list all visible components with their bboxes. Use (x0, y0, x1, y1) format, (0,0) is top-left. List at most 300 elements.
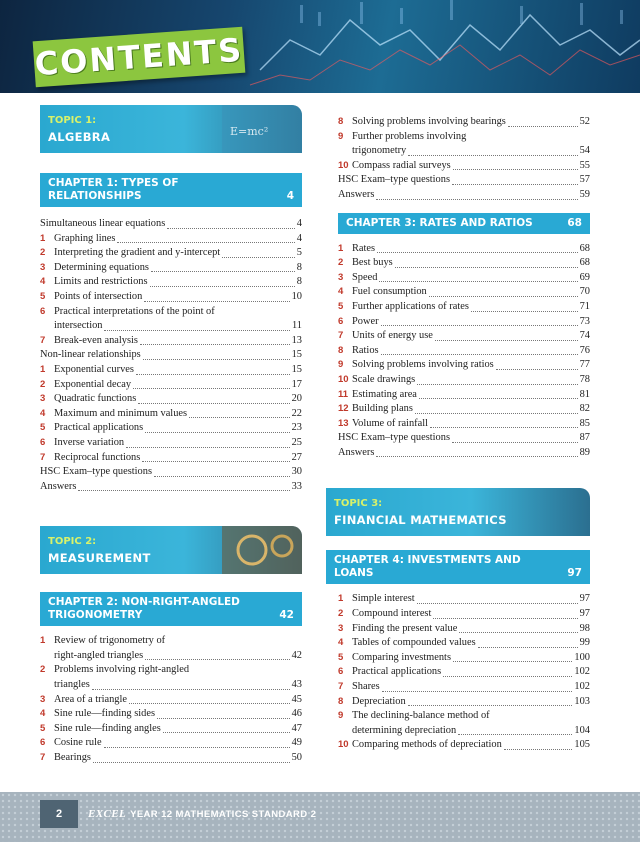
dot-leader (154, 476, 290, 477)
toc-entry[interactable] (40, 663, 302, 692)
entry-text: Simple interest (352, 593, 415, 605)
entry-page: 97 (579, 608, 590, 620)
toc-entry[interactable] (40, 480, 302, 495)
entry-page: 70 (579, 286, 590, 298)
dot-leader (433, 618, 577, 619)
entry-text: HSC Exam–type questions (338, 432, 450, 444)
topic-label: TOPIC 1: (48, 115, 97, 126)
entry-text: Simultaneous linear equations (40, 218, 166, 229)
toc-entry[interactable] (338, 256, 590, 271)
chapter-page: 97 (567, 567, 582, 580)
entry-page: 30 (291, 466, 302, 478)
entry-text: Volume of rainfall (352, 417, 428, 429)
toc-entry[interactable] (40, 275, 302, 290)
toc-entry[interactable] (338, 344, 590, 359)
toc-entry[interactable] (40, 217, 302, 232)
left-column (40, 105, 302, 766)
dot-leader (376, 199, 577, 200)
topic-label: TOPIC 3: (334, 498, 383, 510)
entry-text: Quadratic functions (54, 393, 137, 405)
entry-page: 68 (579, 257, 590, 269)
entry-number: 4 (40, 708, 46, 720)
chapter-title: CHAPTER 3: RATES AND RATIOS (346, 216, 533, 229)
dot-leader (143, 359, 290, 360)
entry-number: 4 (338, 637, 344, 649)
entry-text: Compass radial surveys (352, 159, 451, 171)
dot-leader (379, 281, 577, 282)
entry-text: Fuel consumption (352, 286, 427, 298)
entry-number: 1 (338, 242, 344, 254)
entry-text: Interpreting the gradient and y-intercept (54, 247, 221, 259)
entry-page: 98 (579, 622, 590, 634)
dot-leader (417, 384, 577, 385)
dot-leader (133, 388, 290, 389)
chapter-4-list (338, 592, 590, 753)
chapter-4-header[interactable] (326, 550, 590, 584)
entry-number: 7 (338, 330, 344, 342)
entry-number: 5 (338, 651, 344, 663)
toc-entry[interactable] (338, 651, 590, 666)
entry-number: 10 (338, 739, 349, 751)
chapter-title-line1: CHAPTER 1: TYPES OF (48, 177, 179, 189)
entry-page: 27 (291, 451, 302, 463)
entry-page: 22 (291, 407, 302, 419)
entry-number: 6 (338, 666, 344, 678)
dot-leader (429, 296, 578, 297)
entry-page: 76 (579, 344, 590, 356)
dot-leader (129, 703, 290, 704)
entry-number: 3 (40, 693, 46, 705)
dot-leader (453, 661, 572, 662)
dot-leader (381, 325, 578, 326)
entry-page: 78 (579, 373, 590, 385)
toc-entry[interactable] (338, 188, 590, 203)
entry-page: 74 (579, 330, 590, 342)
entry-text: Solving problems involving bearings (352, 116, 506, 127)
toc-entry[interactable] (338, 695, 590, 710)
entry-page: 54 (579, 145, 590, 157)
dot-leader (140, 344, 290, 345)
toc-entry[interactable] (40, 246, 302, 261)
entry-text: Sine rule—finding sides (54, 708, 156, 720)
entry-text: Finding the present value (352, 622, 458, 634)
entry-number: 8 (338, 116, 344, 127)
toc-entry[interactable] (338, 173, 590, 188)
entry-number: 9 (338, 359, 344, 371)
entry-text: determining depreciation (352, 724, 457, 736)
toc-entry[interactable] (40, 392, 302, 407)
topic-name: FINANCIAL MATHEMATICS (334, 513, 507, 528)
entry-number: 12 (338, 403, 349, 415)
dot-leader (78, 490, 289, 491)
page-number: 2 (40, 800, 78, 828)
entry-page: 102 (574, 681, 590, 693)
topic-name: ALGEBRA (48, 130, 111, 144)
entry-number: 2 (338, 608, 344, 620)
toc-entry[interactable] (40, 407, 302, 422)
entry-text: Practical interpretations of the point of (54, 305, 215, 317)
toc-entry[interactable] (338, 242, 590, 257)
toc-entry[interactable] (40, 421, 302, 436)
toc-entry[interactable] (40, 261, 302, 276)
entry-number: 2 (40, 247, 46, 259)
entry-number: 8 (338, 695, 344, 707)
entry-text: Practical applications (54, 422, 144, 434)
toc-entry[interactable] (338, 607, 590, 622)
entry-text: triangles (54, 679, 90, 691)
dot-leader (408, 705, 573, 706)
entry-page: 11 (291, 320, 302, 332)
entry-page: 10 (291, 290, 302, 302)
entry-page: 71 (579, 300, 590, 312)
entry-page: 43 (291, 679, 302, 691)
entry-number: 7 (40, 752, 46, 764)
entry-number: 9 (338, 130, 344, 142)
toc-entry[interactable] (338, 358, 590, 373)
chapter-title-line1: CHAPTER 2: NON-RIGHT-ANGLED (48, 596, 240, 609)
entry-page: 17 (291, 378, 302, 390)
entry-page: 59 (579, 188, 590, 200)
toc-entry[interactable] (338, 315, 590, 330)
entry-page: 82 (579, 403, 590, 415)
dot-leader (430, 427, 578, 428)
entry-text: Depreciation (352, 695, 406, 707)
topic-3-header (326, 488, 590, 536)
toc-entry[interactable] (338, 592, 590, 607)
dot-leader (151, 271, 295, 272)
entry-page: 52 (579, 116, 590, 127)
entry-text: Cosine rule (54, 737, 102, 749)
entry-number: 5 (338, 300, 344, 312)
entry-number: 4 (40, 407, 46, 419)
dot-leader (382, 691, 573, 692)
entry-text: Comparing methods of depreciation (352, 739, 502, 751)
dot-leader (157, 718, 290, 719)
entry-page: 81 (579, 388, 590, 400)
dot-leader (93, 762, 290, 763)
entry-text: HSC Exam–type questions (40, 466, 152, 478)
entry-page: 4 (296, 232, 302, 244)
entry-text: Further applications of rates (352, 300, 469, 312)
entry-text: Exponential decay (54, 378, 132, 390)
entry-text: Problems involving right-angled (54, 664, 190, 676)
dot-leader (189, 417, 290, 418)
entry-text: Non-linear relationships (40, 349, 141, 361)
toc-entry[interactable] (40, 305, 302, 334)
entry-text: Tables of compounded values (352, 637, 476, 649)
entry-page: 42 (291, 649, 302, 661)
toc-entry[interactable] (338, 373, 590, 388)
entry-text: Practical applications (352, 666, 442, 678)
dot-leader (104, 330, 290, 331)
entry-page: 103 (574, 695, 590, 707)
dot-leader (142, 461, 289, 462)
chapter-3-list (338, 242, 590, 461)
entry-number: 7 (40, 334, 46, 346)
entry-text: Speed (352, 271, 378, 283)
entry-number: 3 (338, 271, 344, 283)
entry-text: Compound interest (352, 608, 432, 620)
entry-text: Limits and restrictions (54, 276, 148, 288)
dot-leader (458, 734, 572, 735)
entry-page: 105 (574, 739, 590, 751)
entry-text: Power (352, 315, 379, 327)
dot-leader (376, 456, 577, 457)
toc-entry[interactable] (40, 693, 302, 708)
toc-entry[interactable] (40, 451, 302, 466)
toc-entry[interactable] (40, 722, 302, 737)
dot-leader (496, 369, 578, 370)
toc-entry[interactable] (338, 388, 590, 403)
dot-leader (508, 126, 578, 127)
toc-entry[interactable] (40, 634, 302, 663)
entry-text: Answers (338, 446, 375, 458)
dot-leader (222, 257, 295, 258)
entry-page: 5 (296, 247, 302, 259)
chapter-title-line1: CHAPTER 4: INVESTMENTS AND (334, 554, 521, 567)
entry-number: 6 (40, 305, 46, 317)
chapter-title-line2: TRIGONOMETRY (48, 609, 143, 622)
footer-brand: EXCEL (88, 808, 127, 820)
entry-text: Scale drawings (352, 373, 416, 385)
entry-text: Shares (352, 681, 380, 693)
entry-number: 2 (40, 378, 46, 390)
toc-entry[interactable] (338, 115, 590, 130)
entry-number: 7 (338, 681, 344, 693)
toc-entry[interactable] (338, 709, 590, 738)
chapter-page: 42 (279, 609, 294, 622)
entry-number: 2 (40, 664, 46, 676)
entry-page: 87 (579, 432, 590, 444)
topic-1-header (40, 105, 302, 153)
toc-entry[interactable] (40, 290, 302, 305)
dot-leader (136, 374, 290, 375)
chapter-title-line2: RELATIONSHIPS (48, 190, 142, 202)
entry-number: 10 (338, 159, 349, 171)
entry-text: Exponential curves (54, 363, 134, 375)
entry-number: 11 (338, 388, 349, 400)
toc-entry[interactable] (338, 665, 590, 680)
dot-leader (138, 403, 289, 404)
entry-number: 1 (40, 635, 46, 647)
dot-leader (163, 732, 290, 733)
entry-page: 50 (291, 752, 302, 764)
topic-name: MEASUREMENT (48, 551, 151, 566)
entry-page: 15 (291, 363, 302, 375)
toc-entry[interactable] (338, 159, 590, 174)
toc-entry[interactable] (40, 736, 302, 751)
entry-text: Estimating area (352, 388, 417, 400)
toc-entry[interactable] (338, 431, 590, 446)
entry-page: 47 (291, 722, 302, 734)
entry-text: Area of a triangle (54, 693, 127, 705)
entry-text: Sine rule—finding angles (54, 722, 161, 734)
entry-page: 77 (579, 359, 590, 371)
entry-page: 13 (291, 334, 302, 346)
entry-page: 8 (296, 261, 302, 273)
entry-page: 49 (291, 737, 302, 749)
entry-page: 4 (296, 218, 302, 229)
dot-leader (452, 184, 578, 185)
entry-text: Rates (352, 242, 376, 254)
toc-entry[interactable] (338, 402, 590, 417)
dot-leader (504, 749, 573, 750)
chapter-3-header[interactable] (338, 213, 590, 234)
entry-number: 6 (338, 315, 344, 327)
entry-page: 57 (579, 174, 590, 186)
dot-leader (415, 413, 578, 414)
entry-number: 8 (338, 344, 344, 356)
entry-number: 5 (40, 722, 46, 734)
chapter-1-list (40, 217, 302, 494)
dot-leader (417, 603, 578, 604)
toc-entry[interactable] (338, 738, 590, 753)
entry-text: Graphing lines (54, 232, 116, 244)
entry-number: 1 (40, 363, 46, 375)
dot-leader (453, 169, 578, 170)
dot-leader (452, 442, 578, 443)
entry-number: 5 (40, 422, 46, 434)
entry-number: 7 (40, 451, 46, 463)
entry-text: Units of energy use (352, 330, 433, 342)
entry-page: 85 (579, 417, 590, 429)
entry-text: Review of trigonometry of (54, 635, 166, 647)
chapter-2-header[interactable] (40, 592, 302, 626)
toc-entry[interactable] (40, 378, 302, 393)
entry-page: 89 (579, 446, 590, 458)
entry-page: 104 (574, 724, 590, 736)
chapter-1-header[interactable] (40, 173, 302, 207)
dot-leader (126, 447, 290, 448)
entry-text: Ratios (352, 344, 379, 356)
toc-entry[interactable] (40, 232, 302, 247)
footer-book-title: YEAR 12 MATHEMATICS STANDARD 2 (130, 809, 317, 820)
entry-number: 3 (40, 261, 46, 273)
toc-entry[interactable] (338, 680, 590, 695)
toc-entry[interactable] (338, 636, 590, 651)
topic-2-header (40, 526, 302, 574)
entry-text: Best buys (352, 257, 393, 269)
entry-page: 20 (291, 393, 302, 405)
entry-number: 1 (338, 593, 344, 605)
entry-text: trigonometry (352, 145, 407, 157)
page-title: CONTENTS (33, 30, 245, 84)
entry-page: 45 (291, 693, 302, 705)
dot-leader (408, 155, 577, 156)
entry-text: Points of intersection (54, 290, 143, 302)
dot-leader (419, 398, 578, 399)
dot-leader (104, 747, 290, 748)
entry-text: Building plans (352, 403, 413, 415)
entry-page: 25 (291, 436, 302, 448)
entry-text: Inverse variation (54, 436, 125, 448)
toc-entry[interactable] (338, 329, 590, 344)
dot-leader (145, 659, 289, 660)
entry-number: 4 (40, 276, 46, 288)
entry-text: The declining-balance method of (352, 710, 490, 722)
toc-entry[interactable] (338, 130, 590, 159)
dot-leader (435, 340, 578, 341)
dot-leader (395, 267, 578, 268)
dot-leader (377, 252, 578, 253)
entry-page: 97 (579, 593, 590, 605)
entry-number: 9 (338, 710, 344, 722)
entry-number: 6 (40, 436, 46, 448)
entry-number: 6 (40, 737, 46, 749)
dot-leader (117, 242, 294, 243)
chapter-2-list (40, 634, 302, 765)
toc-entry[interactable] (40, 751, 302, 766)
toc-entry[interactable] (338, 622, 590, 637)
entry-number: 3 (338, 622, 344, 634)
entry-text: intersection (54, 320, 103, 332)
dot-leader (459, 632, 577, 633)
entry-text: Bearings (54, 752, 91, 764)
entry-text: HSC Exam–type questions (338, 174, 450, 186)
chapter-page: 4 (286, 190, 294, 202)
entry-text: Comparing investments (352, 651, 451, 663)
dot-leader (478, 647, 578, 648)
dot-leader (167, 228, 295, 229)
entry-text: Answers (40, 480, 77, 492)
entry-page: 69 (579, 271, 590, 283)
math-formulas-image (222, 105, 302, 153)
entry-text: Answers (338, 188, 375, 200)
entry-text: Maximum and minimum values (54, 407, 188, 419)
toc-entry[interactable] (338, 300, 590, 315)
dot-leader (92, 689, 290, 690)
entry-number: 10 (338, 373, 349, 385)
topic-label: TOPIC 2: (48, 536, 97, 548)
entry-page: 33 (291, 480, 302, 492)
dot-leader (150, 286, 295, 287)
toc-entry[interactable] (338, 271, 590, 286)
dot-leader (381, 354, 578, 355)
entry-text: Further problems involving (352, 130, 467, 142)
dot-leader (471, 311, 578, 312)
toc-entry[interactable] (40, 436, 302, 451)
toc-entry[interactable] (40, 707, 302, 722)
entry-number: 3 (40, 393, 46, 405)
entry-page: 68 (579, 242, 590, 254)
entry-page: 100 (574, 651, 590, 663)
entry-page: 102 (574, 666, 590, 678)
entry-page: 55 (579, 159, 590, 171)
entry-number: 2 (338, 257, 344, 269)
entry-number: 4 (338, 286, 344, 298)
entry-number: 5 (40, 290, 46, 302)
footer-title (88, 808, 316, 820)
toc-entry[interactable] (40, 334, 302, 349)
toc-entry[interactable] (40, 465, 302, 480)
entry-number: 1 (40, 232, 46, 244)
entry-text: Break-even analysis (54, 334, 138, 346)
toc-entry[interactable] (338, 417, 590, 432)
header-banner (0, 0, 640, 93)
entry-page: 46 (291, 708, 302, 720)
svg-text:E=mc²: E=mc² (230, 125, 269, 138)
entry-page: 73 (579, 315, 590, 327)
toc-entry[interactable] (338, 446, 590, 461)
entry-text: Reciprocal functions (54, 451, 141, 463)
dot-leader (443, 676, 572, 677)
toc-entry[interactable] (338, 285, 590, 300)
dot-leader (144, 301, 289, 302)
chapter-2-continued-list (338, 115, 590, 203)
toc-entry[interactable] (40, 363, 302, 378)
entry-text: right-angled triangles (54, 649, 144, 661)
toc-entry[interactable] (40, 348, 302, 363)
